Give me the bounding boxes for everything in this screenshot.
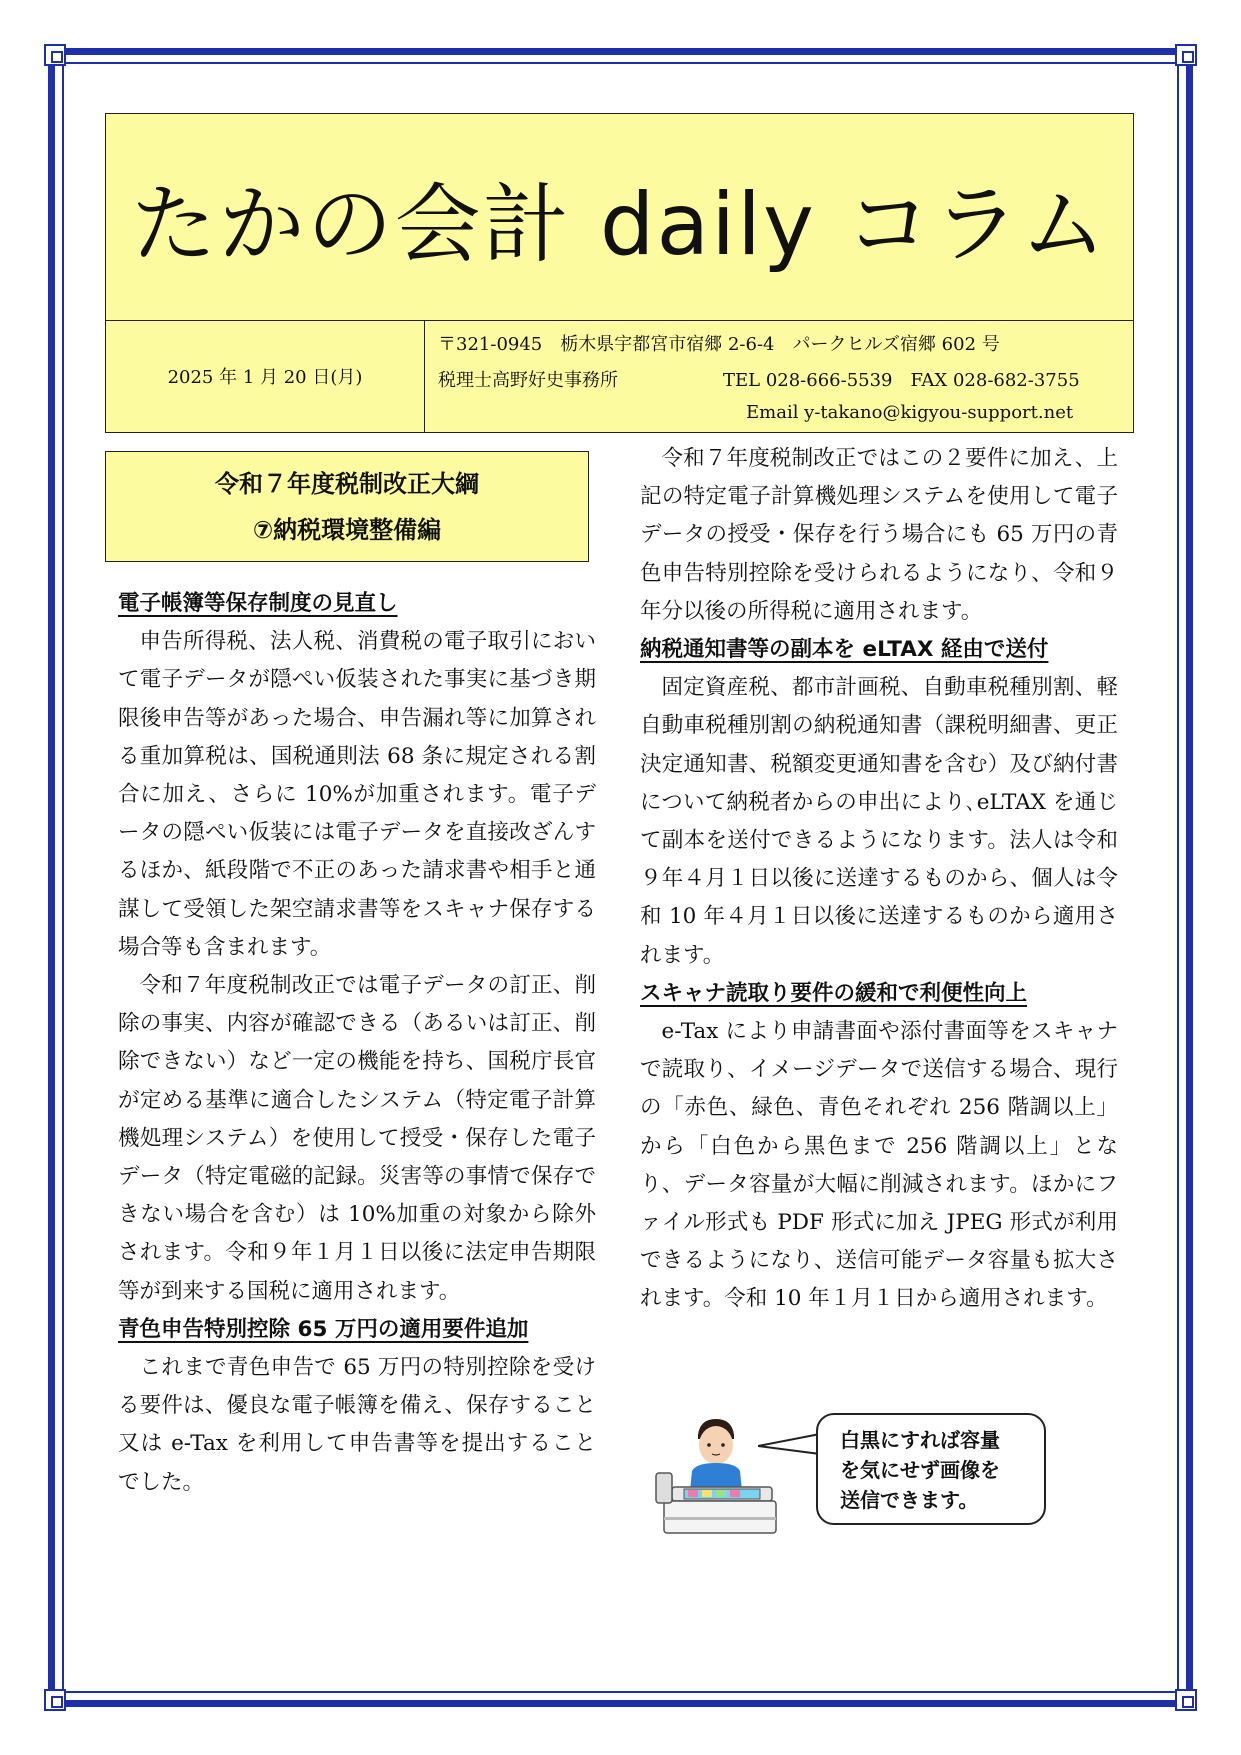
body-paragraph: これまで青色申告で 65 万円の特別控除を受ける要件は、優良な電子帳簿を備え、保存すること又は e-Tax を利用して申告書等を提出することでした。	[118, 1355, 596, 1495]
issue-date: 2025 年 1 月 20 日(月)	[106, 320, 425, 432]
section-heading: 納税通知書等の副本を eLTAX 経由で送付	[640, 637, 1049, 663]
office-email: Email y-takano@kigyou-support.net	[746, 402, 1074, 423]
section-heading: 電子帳簿等保存制度の見直し	[118, 591, 398, 616]
bubble-line: 送信できます。	[840, 1488, 979, 1512]
topic-title-line2: ⑦納税環境整備編	[252, 515, 442, 544]
body-paragraph: 令和７年度税制改正では電子データの訂正、削除の事実、内容が確認できる（あるいは訂正、削除できない）など一定の機能を持ち、国税庁長官が定める基準に適合したシステム（特定電子計算機処理システム）を使用して授受・保存した電子データ（特定電磁的記録。災害等の事情で保存できない場合を含む）は 10%加重の対象から除外されます。令和９年１月１日以後に法定申告期限等が到来する国税に適用されます。	[118, 973, 596, 1304]
office-info	[426, 320, 1133, 432]
speech-bubble	[816, 1413, 1046, 1525]
right-column	[640, 440, 1118, 1319]
body-paragraph: 令和７年度税制改正ではこの２要件に加え、上記の特定電子計算機処理システムを使用して電子データの授受・保存を行う場合にも 65 万円の青色申告特別控除を受けられるようになり、令和９年分以後の所得税に適用されます。	[640, 446, 1118, 624]
body-paragraph: 固定資産税、都市計画税、自動車税種別割、軽自動車税種別割の納税通知書（課税明細書、更正決定通知書、税額変更通知書を含む）及び納付書について納税者からの申出により､eLTAX を通じて副本を送付できるようになります。法人は令和９年４月１日以後に送達するものから、個人は令和 10 年４月１日以後に送達するものから適用されます。	[640, 675, 1118, 968]
bubble-line: 白黒にすれば容量	[840, 1428, 1000, 1452]
body-paragraph: e-Tax により申請書面や添付書面等をスキャナで読取り、イメージデータで送信する場合、現行の「赤色、緑色、青色それぞれ 256 階調以上」から「白色から黒色まで 256 階調以上」となり、データ容量が大幅に削減されます。ほかにファイル形式も PDF 形式に加え JPEG 形式が利用できるようになり、送信可能データ容量も拡大されます。令和 10 年１月１日から適用されます。	[640, 1019, 1118, 1312]
body-paragraph: 申告所得税、法人税、消費税の電子取引において電子データが隠ぺい仮装された事実に基づき期限後申告等があった場合、申告漏れ等に加算される重加算税は、国税通則法 68 条に規定される割合に加え、さらに 10%が加重されます。電子データの隠ぺい仮装には電子データを直接改ざんするほか、紙段階で不正のあった請求書や相手と通謀して受領した架空請求書等をスキャナ保存する場合等も含まれます。	[118, 629, 596, 960]
border-corner-bottom-left	[44, 1689, 66, 1711]
masthead-title: たかの会計 daily コラム	[106, 114, 1133, 321]
section-heading: スキャナ読取り要件の緩和で利便性向上	[640, 980, 1028, 1006]
topic-title-line1: 令和７年度税制改正大綱	[215, 469, 479, 498]
border-corner-top-right	[1175, 44, 1197, 66]
border-corner-top-left	[44, 44, 66, 66]
office-address: 〒321-0945 栃木県宇都宮市宿郷 2-6-4 パークヒルズ宿郷 602 号	[438, 334, 1000, 355]
border-corner-bottom-right	[1175, 1689, 1197, 1711]
masthead	[105, 113, 1134, 433]
topic-box	[105, 451, 589, 562]
office-name: 税理士高野好史事務所	[438, 370, 618, 391]
section-heading: 青色申告特別控除 65 万円の適用要件追加	[118, 1316, 529, 1342]
bubble-line: を気にせず画像を	[840, 1458, 1000, 1482]
left-column	[118, 585, 596, 1502]
office-phone-fax: TEL 028-666-5539 FAX 028-682-3755	[723, 370, 1080, 391]
